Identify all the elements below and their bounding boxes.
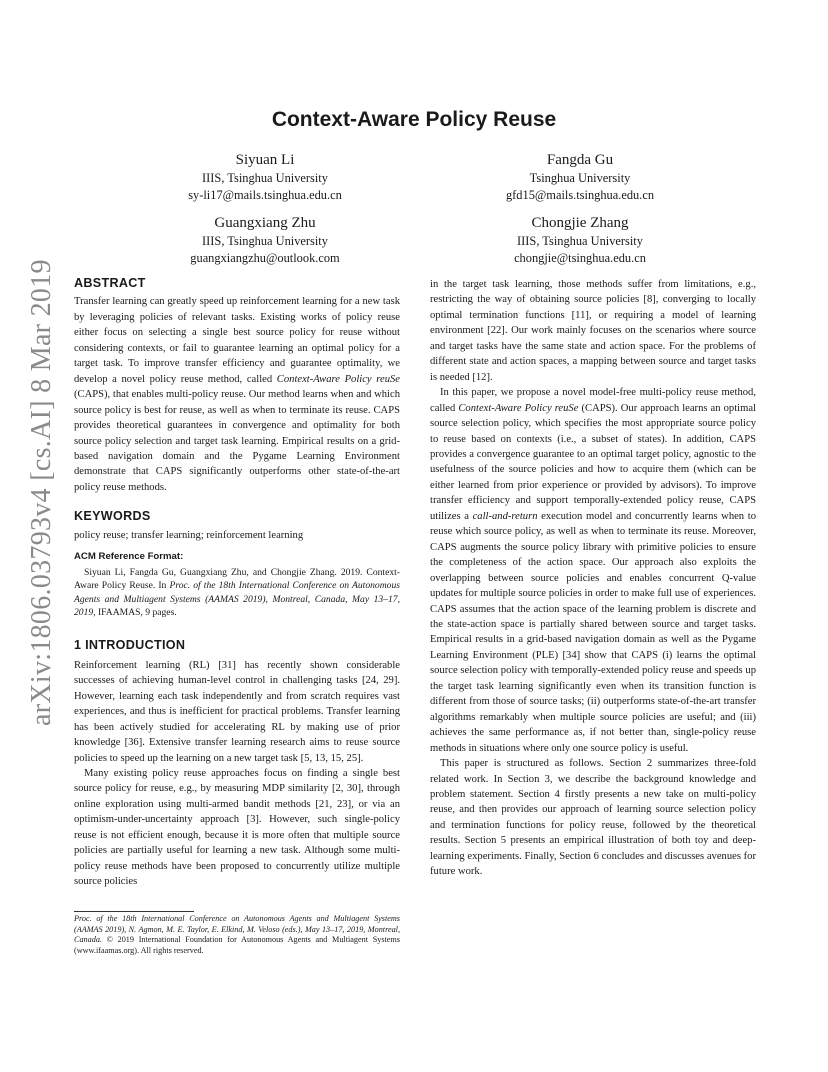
keywords-text: policy reuse; transfer learning; reinforcement learning [74,529,304,541]
author-name: Guangxiang Zhu [214,215,316,231]
abstract-text: Transfer learning can greatly speed up reinforcement learning for a new task by leveraging policies of relevant tasks. Existing works of policy reuse either focus on selecting a single best source policy for reuse without considering contexts, or fail to guarantee learning an optimal policy for a target task. To improve transfer efficiency and guarantee optimality, we develop a novel policy reuse method, called Context-Aware Policy reuSe (CAPS), that enables multi-policy reuse. Our method learns when and which source policy is best for reuse, as well as when to terminate its reuse. CAPS provides theoretical guarantees in convergence and optimality for both source policy selection and target task learning. Empirical results on a grid-based navigation domain and the Pygame Learning Environment demonstrate that CAPS significantly outperforms other state-of-the-art policy reuse methods. [74,296,400,493]
right-column [430,277,756,880]
acm-reference-text: Siyuan Li, Fangda Gu, Guangxiang Zhu, and Chongjie Zhang. 2019. Context-Aware Policy Reuse. In Proc. of the 18th International Conference on Autonomous Agents and Multiagent Systems (AAMAS 2019), Montreal, Canada, May 13–17, 2019, IFAAMAS, 9 pages. [74,566,400,618]
author-name: Siyuan Li [235,152,295,168]
intro-paragraph: Many existing policy reuse approaches focus on finding a single best source policy for reuse, e.g., by measuring MDP similarity [2, 30], through online exploration using multi-armed bandit methods [21, 23], or via an optimism-under-uncertainty approach [3]. However, such single-policy reuse is not efficient enough, because it is more often that multiple source policies are partially useful for learning a new task. Although some multi-policy reuse methods have been proposed to concurrently utilize multiple source policies [74,767,400,888]
footnote-rule [74,911,194,912]
author-block [430,150,730,204]
intro-paragraph: Reinforcement learning (RL) [31] has recently shown considerable successes of achieving human-level control in challenging tasks [24, 29]. However, learning each task independently and from scratch requires vast experiences, and thus is inefficient for practical problems. Transfer learning has been actively studied for accelerating RL by making use of prior knowledge [36]. Extensive transfer learning research aims to reuse source policies to speed up the learning on a new target task [5, 13, 15, 25]. [74,659,400,764]
introduction-heading: 1 INTRODUCTION [74,638,186,653]
left-column [74,276,400,890]
author-block [430,213,730,267]
intro-paragraph: This paper is structured as follows. Section 2 summarizes three-fold related work. In Section 3, we describe the background knowledge and problem statement. Section 4 firstly presents a new take on multi-policy reuse, and then provides our approach of learning source selection policy and termination functions for policy reuse, followed by the theoretical results. Section 5 presents an empirical illustration of both toy and deep-learning experiments. Finally, Section 6 concludes and discusses avenues for future work. [430,758,756,878]
author-email: guangxiangzhu@outlook.com [190,251,340,265]
footnote: Proc. of the 18th International Conference on Autonomous Agents and Multiagent Systems (AAMAS 2019), N. Agmon, M. E. Taylor, E. Elkind, M. Veloso (eds.), May 13–17, 2019, Montreal, Canada. © 2019 International Foundation for Autonomous Agents and Multiagent Systems (www.ifaamas.org). All rights reserved. [74,914,400,955]
intro-paragraph: in the target task learning, those methods suffer from limitations, e.g., restricting the way of obtaining source policies [8], converging to locally optimal termination functions [11], or requiring a model of learning environment [22]. Our work mainly focuses on the scenarios where source and target tasks have the same state and action space. For the problems of different state and action spaces, a mapping between source and target tasks is needed [12]. [430,279,756,383]
keywords-heading: KEYWORDS [74,509,151,524]
author-block [115,150,415,204]
author-affiliation: IIIS, Tsinghua University [202,234,328,248]
arxiv-sidebar [4,259,64,726]
author-name: Chongjie Zhang [531,215,629,231]
author-email: sy-li17@mails.tsinghua.edu.cn [188,188,342,202]
paper-title: Context-Aware Policy Reuse [271,108,557,131]
author-affiliation: IIIS, Tsinghua University [202,171,328,185]
author-email: gfd15@mails.tsinghua.edu.cn [505,188,655,202]
abstract-heading: ABSTRACT [74,276,146,290]
acm-reference-label: ACM Reference Format: [74,551,184,563]
arxiv-identifier: arXiv:1806.03793v4 [cs.AI] 8 Mar 2019 [26,259,57,726]
author-affiliation: Tsinghua University [529,171,631,185]
author-name: Fangda Gu [546,152,614,168]
author-affiliation: IIIS, Tsinghua University [517,234,643,248]
author-email: chongjie@tsinghua.edu.cn [514,251,646,265]
intro-paragraph: In this paper, we propose a novel model-free multi-policy reuse method, called Context-Aware Policy reuSe (CAPS). Our approach learns an optimal source selection policy, which specifies the most appropriate source policy to reuse based on contexts (i.e., a subset of states). In addition, CAPS provides a convergence guarantee to an optimal target policy, agnostic to the usefulness of the source policies and how to acquire them (which can be either learned from prior experience or provided by advisors). To improve transfer efficiency and support temporally-extended policy reuse, CAPS utilizes a call-and-return execution model and concurrently learns when to reuse which source policy, as well as when to terminate its reuse. Moreover, CAPS augments the source policy library with primitive policies to ensure the completeness of the action space. Our approach also exploits the overlapping between source policies and enables concurrent Q-value updates for multiple source policies in order to make full use of experiences. CAPS assumes that the action space of the learning problem is discrete and the state-action space is partially shared between source and target tasks. Empirical results in a grid-based navigation domain as well as the Pygame Learning Environment (PLE) [34] show that CAPS (i) learns the optimal source selection policy with temporally-extended policy reuse and speeds up the target task learning significantly even when its transition function is different from those of source tasks; (ii) outperforms state-of-the-art transfer algorithms remarkably when multiple source policies are useful; and (iii) achieves the same performance as, if not better than, single-policy reuse methods in situations where only one source policy is useful. [430,387,756,754]
author-block [115,213,415,267]
